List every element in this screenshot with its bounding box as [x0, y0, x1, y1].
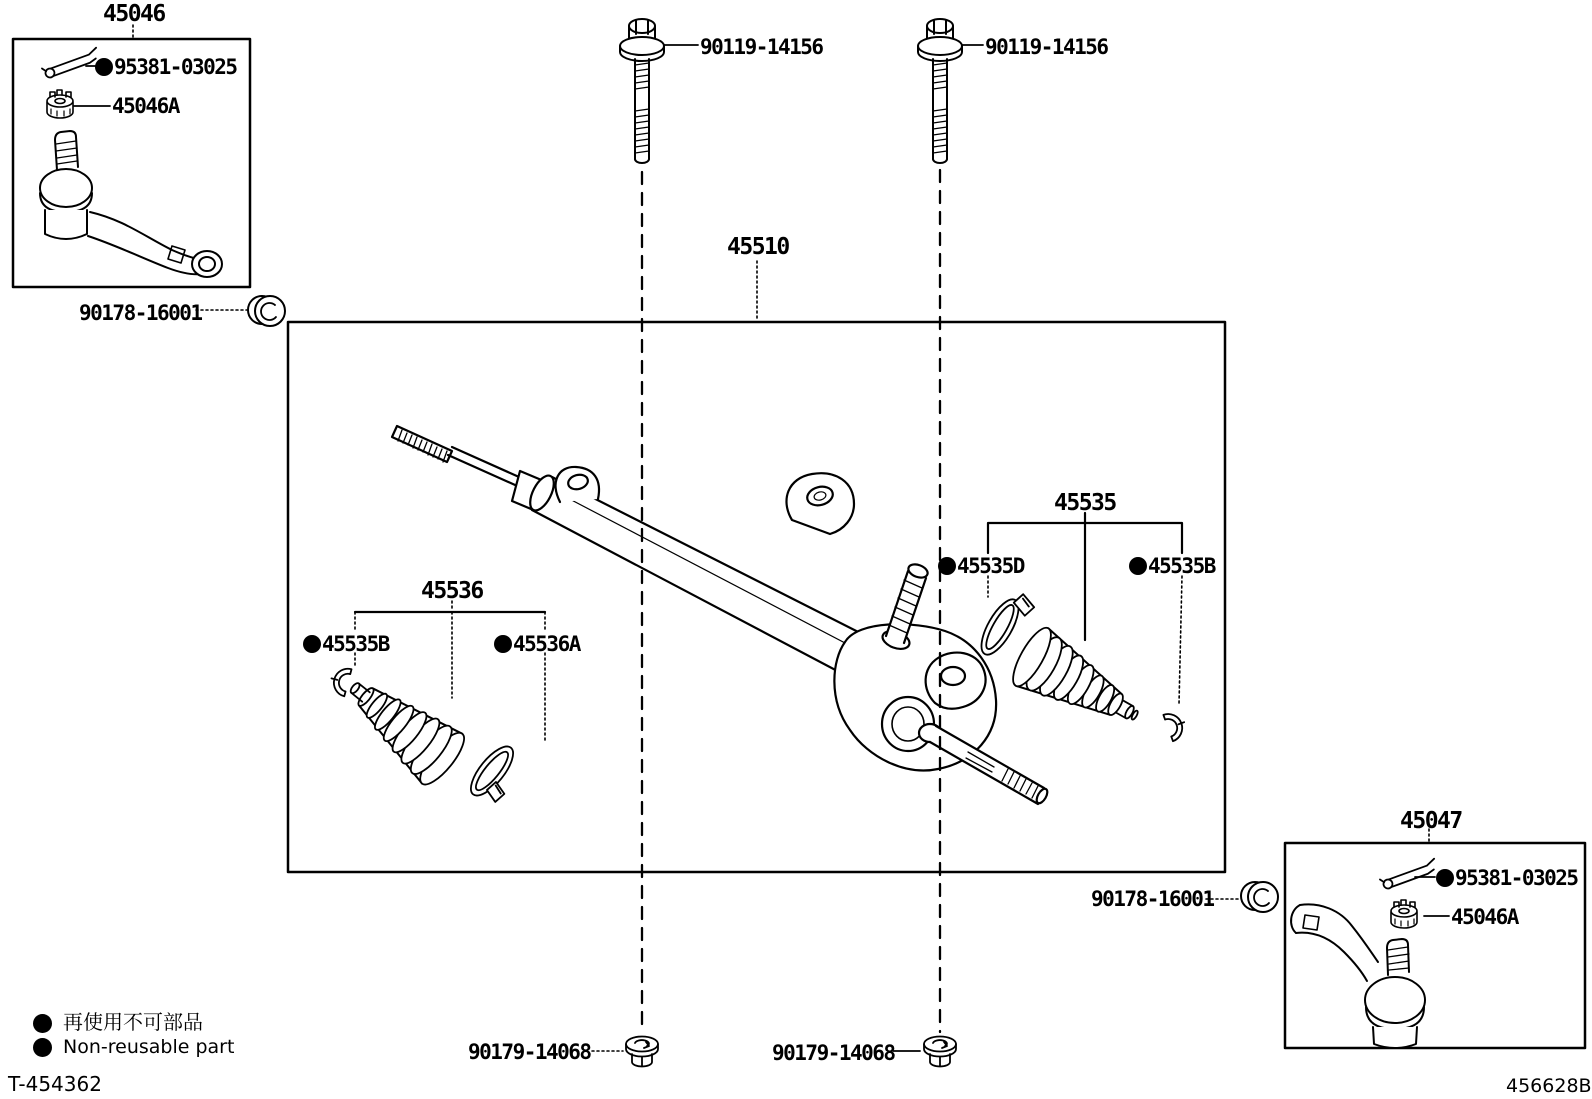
non-reusable-dot-icon	[303, 635, 321, 653]
non-reusable-dot-icon	[494, 635, 512, 653]
legend-non-reusable-jp: 再使用不可部品	[33, 1012, 203, 1033]
boot-right-drawing	[1006, 623, 1153, 745]
non-reusable-dot-icon	[938, 557, 956, 575]
legend-non-reusable-en: Non-reusable part	[33, 1038, 234, 1057]
steering-gear-drawing	[392, 426, 1049, 805]
tie-rod-end-left-drawing	[40, 131, 222, 277]
lock-nut-top-icon	[248, 296, 285, 326]
callout-90179-right: 90179-14068	[772, 1041, 895, 1065]
rack-nut-left-icon	[626, 1037, 658, 1067]
leader-lines-dotted	[133, 25, 1429, 1051]
callout-45535b-left: 45535B	[303, 634, 389, 655]
diagram-code-left: T-454362	[8, 1072, 102, 1096]
callout-45510: 45510	[727, 234, 789, 260]
callout-90178-bottom: 90178-16001	[1091, 887, 1214, 911]
band-clamp-left-icon	[464, 740, 530, 809]
tie-rod-end-right-drawing	[1291, 904, 1425, 1048]
callout-45047-title: 45047	[1400, 808, 1462, 834]
callout-90119-right: 90119-14156	[985, 35, 1108, 59]
callout-45046a-left: 45046A	[112, 94, 179, 118]
callout-45535: 45535	[1054, 490, 1116, 516]
non-reusable-dot-icon	[95, 58, 113, 76]
callout-95381-left: 95381-03025	[95, 57, 237, 78]
callout-45536: 45536	[421, 578, 483, 604]
castle-nut-right-icon	[1391, 900, 1417, 928]
callout-90178-top: 90178-16001	[79, 301, 202, 325]
diagram-code-right: 456628B	[1506, 1075, 1592, 1097]
castle-nut-left-icon	[47, 90, 73, 118]
callout-90119-left: 90119-14156	[700, 35, 823, 59]
non-reusable-dot-icon	[1436, 869, 1454, 887]
detail-boxes	[13, 35, 1585, 1048]
non-reusable-dot-icon	[33, 1038, 52, 1057]
callout-45536a: 45536A	[494, 634, 580, 655]
callout-45535d: 45535D	[938, 556, 1024, 577]
callout-90179-left: 90179-14068	[468, 1040, 591, 1064]
callout-45046a-right: 45046A	[1451, 905, 1518, 929]
rack-nut-right-icon	[924, 1037, 956, 1067]
cotter-pin-left-icon	[42, 48, 101, 80]
callout-45535b-right: 45535B	[1129, 556, 1215, 577]
callout-45046-title: 45046	[103, 1, 165, 27]
non-reusable-dot-icon	[1129, 557, 1147, 575]
wire-clamp-left-icon	[328, 665, 352, 696]
boot-left-drawing	[333, 661, 471, 790]
non-reusable-dot-icon	[33, 1014, 52, 1033]
callout-95381-right: 95381-03025	[1436, 868, 1578, 889]
lock-nut-bottom-icon	[1241, 882, 1278, 912]
flange-bolt-right-drawing	[918, 19, 962, 163]
wire-clamp-right-icon	[1163, 709, 1189, 741]
flange-bolt-left-drawing	[620, 19, 664, 163]
cotter-pin-right-icon	[1380, 859, 1439, 891]
